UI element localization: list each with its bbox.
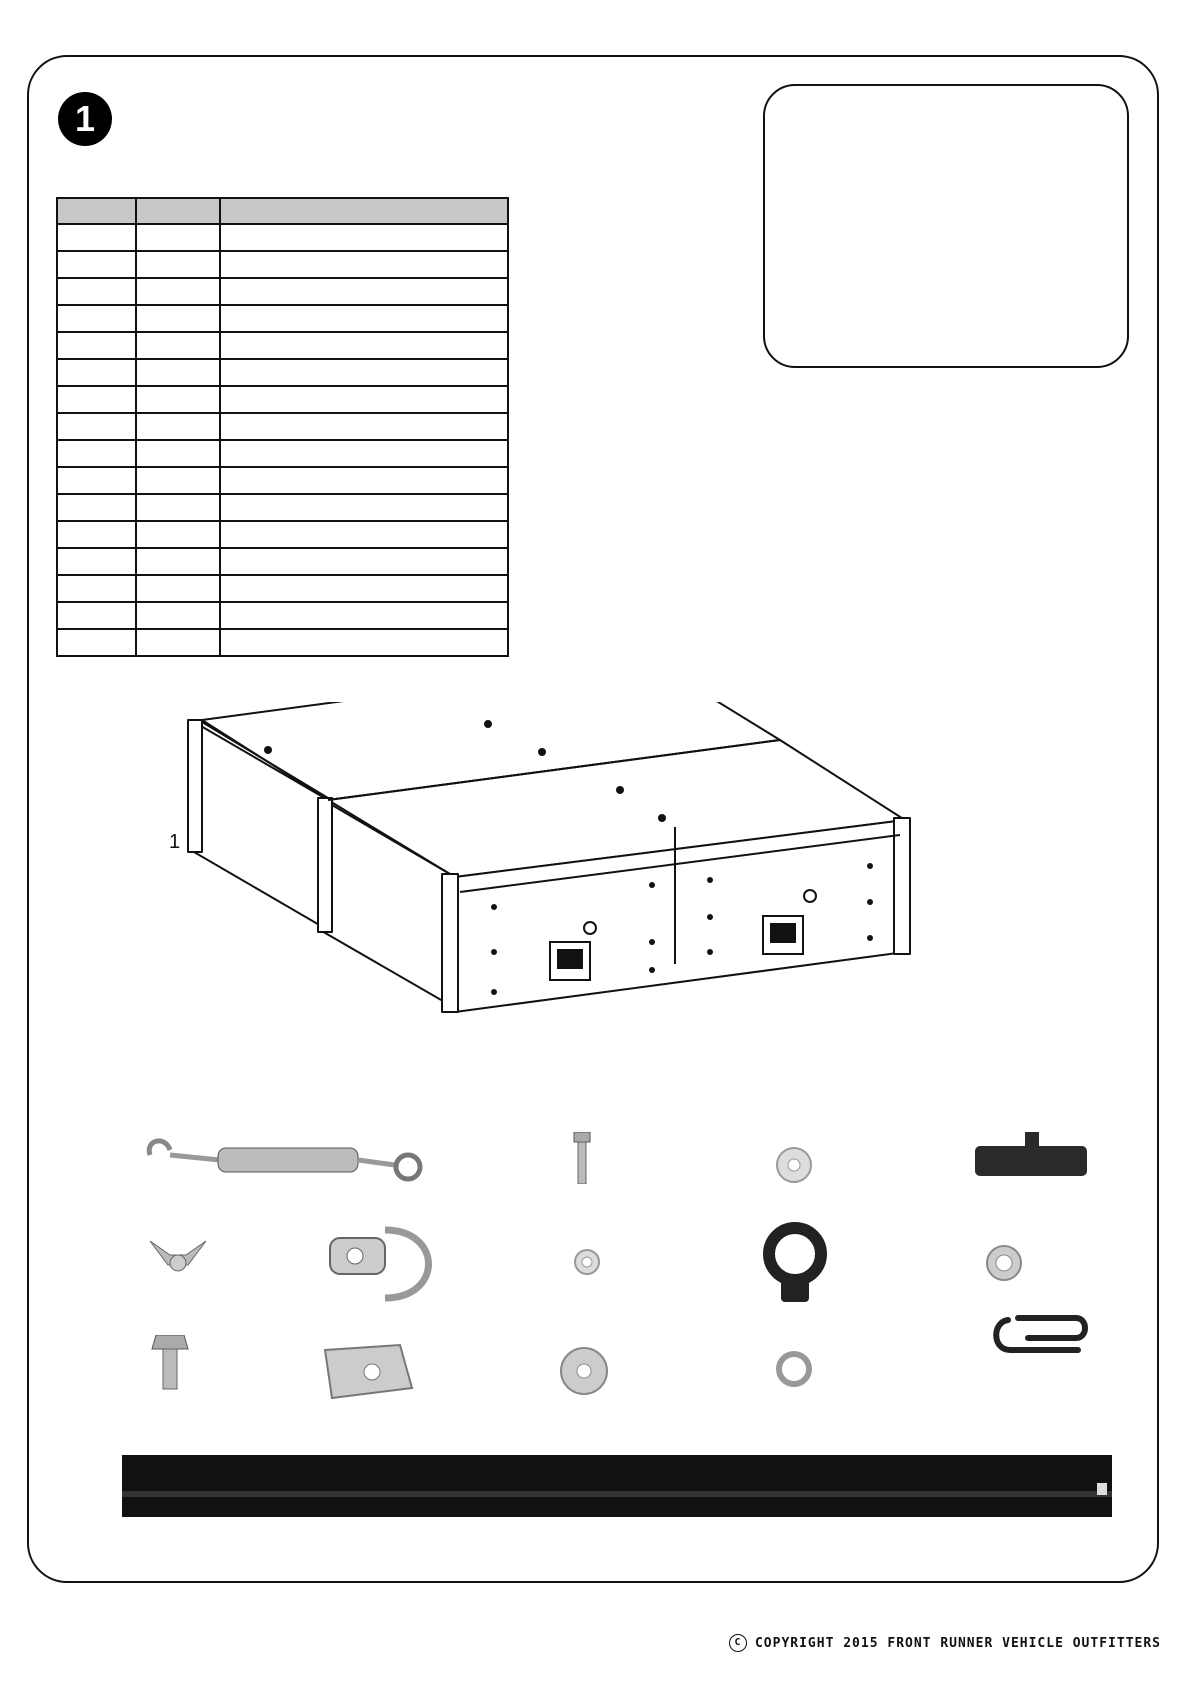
parts-table-cell	[57, 629, 136, 656]
parts-table-cell	[136, 413, 220, 440]
parts-table-cell	[136, 521, 220, 548]
header-cell	[136, 198, 220, 224]
copyright-notice	[729, 1634, 1161, 1652]
hex-bolt-icon	[150, 1335, 190, 1391]
t-slot-insert-icon	[975, 1130, 1087, 1178]
copyright-text: COPYRIGHT 2015 FRONT RUNNER VEHICLE OUTFITTERS	[754, 1635, 1161, 1651]
wing-nut-icon	[148, 1235, 208, 1277]
parts-table-cell	[57, 413, 136, 440]
parts-table-row	[57, 278, 508, 305]
parts-table-cell	[136, 359, 220, 386]
parts-table-cell	[220, 305, 508, 332]
parts-table-row	[57, 548, 508, 575]
rail-extrusion-icon	[122, 1455, 1112, 1520]
parts-table-cell	[57, 224, 136, 251]
parts-table-cell	[220, 548, 508, 575]
parts-table-row	[57, 494, 508, 521]
parts-table-cell	[220, 575, 508, 602]
parts-table-cell	[136, 278, 220, 305]
parts-table-row	[57, 359, 508, 386]
d-ring-bracket-icon	[325, 1218, 445, 1303]
parts-table-cell	[220, 521, 508, 548]
parts-table-cell	[57, 602, 136, 629]
parts-table-row	[57, 629, 508, 656]
parts-table-row	[57, 521, 508, 548]
step-number-badge: 1	[58, 92, 112, 146]
header-cell	[220, 198, 508, 224]
parts-table-cell	[136, 224, 220, 251]
s-hook-icon	[988, 1310, 1088, 1358]
parts-table-row	[57, 575, 508, 602]
parts-table-cell	[57, 386, 136, 413]
parts-table-cell	[220, 224, 508, 251]
parts-table-row	[57, 224, 508, 251]
parts-table-cell	[57, 440, 136, 467]
parts-table-cell	[57, 251, 136, 278]
parts-table-cell	[136, 332, 220, 359]
parts-table-cell	[136, 494, 220, 521]
spring-washer-icon	[775, 1350, 813, 1388]
bolt-short-icon	[568, 1132, 596, 1184]
parts-table-cell	[136, 629, 220, 656]
parts-table-cell	[57, 521, 136, 548]
parts-table-cell	[220, 440, 508, 467]
turnbuckle-icon	[140, 1130, 430, 1190]
parts-table-cell	[220, 602, 508, 629]
slot-nut-plate-icon	[320, 1340, 418, 1404]
parts-table-cell	[57, 467, 136, 494]
assembly-callout-label: 1	[169, 831, 181, 853]
small-nut-icon	[572, 1248, 602, 1276]
parts-table-body	[57, 224, 508, 656]
parts-table-cell	[57, 575, 136, 602]
parts-table-cell	[136, 440, 220, 467]
parts-table-row	[57, 386, 508, 413]
copyright-symbol: C	[729, 1634, 747, 1652]
parts-table-cell	[57, 359, 136, 386]
parts-table-cell	[220, 278, 508, 305]
flat-washer-large-icon	[558, 1345, 610, 1397]
washer-icon	[982, 1243, 1026, 1283]
parts-table-cell	[136, 386, 220, 413]
parts-table-cell	[136, 602, 220, 629]
parts-table-cell	[220, 467, 508, 494]
small-washer-icon	[774, 1145, 814, 1185]
parts-table-row	[57, 467, 508, 494]
note-box	[763, 84, 1129, 368]
parts-table-cell	[220, 629, 508, 656]
parts-table-cell	[136, 548, 220, 575]
parts-table	[56, 197, 509, 657]
parts-table-cell	[220, 386, 508, 413]
parts-table-cell	[57, 332, 136, 359]
parts-table-cell	[136, 251, 220, 278]
parts-table-cell	[220, 413, 508, 440]
parts-table-row	[57, 305, 508, 332]
parts-table-row	[57, 440, 508, 467]
parts-table-cell	[57, 494, 136, 521]
parts-table-cell	[136, 305, 220, 332]
parts-table-cell	[57, 278, 136, 305]
parts-table-cell	[136, 467, 220, 494]
drawer-system-illustration	[170, 702, 990, 1100]
parts-table-cell	[136, 575, 220, 602]
parts-table-row	[57, 602, 508, 629]
parts-table-cell	[220, 332, 508, 359]
parts-table-cell	[57, 305, 136, 332]
parts-table-cell	[57, 548, 136, 575]
eye-nut-icon	[757, 1222, 833, 1304]
parts-table-cell	[220, 359, 508, 386]
parts-table-row	[57, 413, 508, 440]
parts-table-row	[57, 332, 508, 359]
parts-table-cell	[220, 494, 508, 521]
parts-table-header	[57, 198, 508, 224]
header-cell	[57, 198, 136, 224]
parts-table-row	[57, 251, 508, 278]
parts-table-cell	[220, 251, 508, 278]
